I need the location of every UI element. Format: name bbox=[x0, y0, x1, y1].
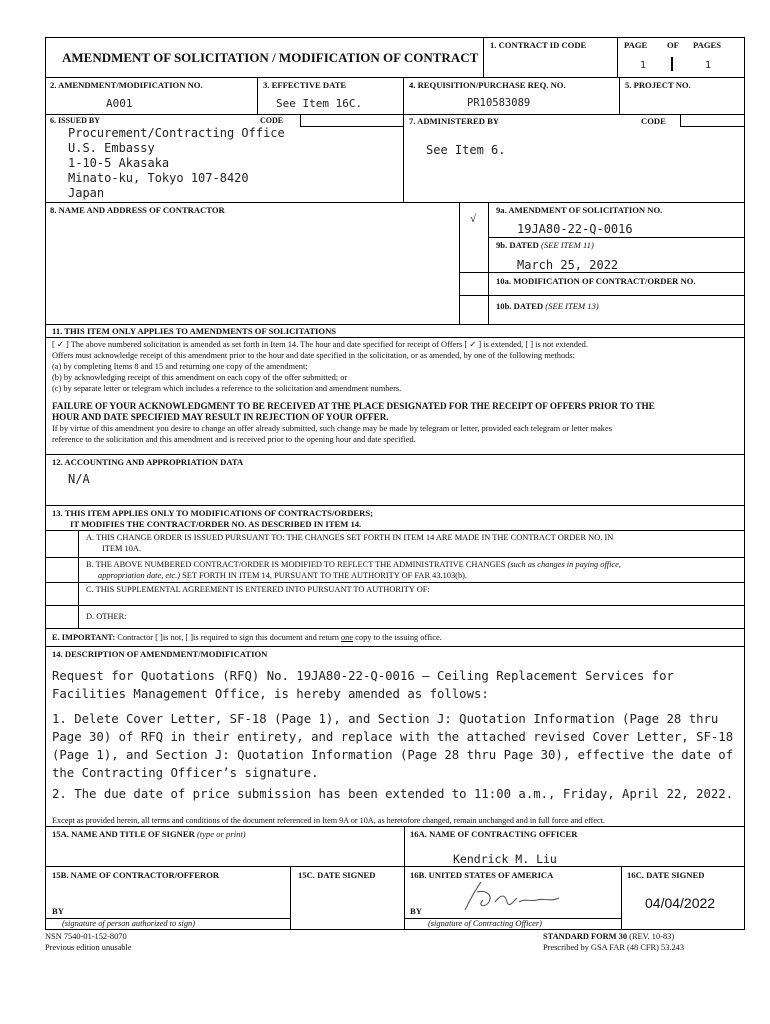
description-para-3: 2. The due date of price submission has been extended to 11:00 a.m., Friday, April 22, 2022. bbox=[52, 787, 734, 801]
form-revision: (REV. 10-83) bbox=[629, 932, 675, 941]
accounting-value: N/A bbox=[68, 472, 90, 486]
dated-label bbox=[496, 240, 594, 250]
administered-code-box bbox=[680, 114, 745, 127]
form-title: AMENDMENT OF SOLICITATION / MODIFICATION OF CONTRACT bbox=[62, 50, 479, 65]
accounting-label: 12. ACCOUNTING AND APPROPRIATION DATA bbox=[52, 457, 244, 467]
important-text: Contractor [ ]is not, [ ]is required to sign this document and return bbox=[117, 633, 339, 642]
signer-note bbox=[62, 918, 195, 929]
effective-date-label: 3. EFFECTIVE DATE bbox=[263, 80, 347, 90]
page-label: PAGE bbox=[624, 40, 648, 50]
issued-line: Minato-ku, Tokyo 107-8420 bbox=[68, 171, 249, 185]
item11-line: [ ✓ ] The above numbered solicitation is amended as set forth in Item 14. The hour and date specified for receipt of Offers [ ✓ ] is extended, [ ] is not extended. bbox=[52, 340, 588, 349]
contracting-officer-name: Kendrick M. Liu bbox=[453, 852, 557, 866]
signer-note-text: (signature of person authorized to sign) bbox=[62, 919, 195, 928]
contracting-officer-label: 16A. NAME OF CONTRACTING OFFICER bbox=[410, 829, 578, 839]
date-signed-value: 04/04/2022 bbox=[645, 895, 716, 911]
modification-dated-label bbox=[496, 301, 599, 311]
issued-line: 1-10-5 Akasaka bbox=[68, 156, 170, 170]
item11-line: If by virtue of this amendment you desire to change an offer already submitted, such change may be made by telegram or letter, provided each telegram or letter makes bbox=[52, 424, 612, 433]
description-label: 14. DESCRIPTION OF AMENDMENT/MODIFICATION bbox=[52, 649, 268, 659]
page-number: 1 bbox=[640, 60, 647, 71]
of-label: OF bbox=[667, 40, 679, 50]
form-number-bold: STANDARD FORM 30 bbox=[543, 932, 628, 941]
amendment-no-label: 2. AMENDMENT/MODIFICATION NO. bbox=[50, 80, 203, 90]
date-signed-15c-label: 15C. DATE SIGNED bbox=[298, 870, 376, 880]
issued-code-box bbox=[300, 114, 404, 127]
pages-label: PAGES bbox=[693, 40, 722, 50]
item13-a-line: ITEM 10A. bbox=[102, 544, 142, 553]
issued-code-label: CODE bbox=[260, 116, 284, 125]
failure-warning: HOUR AND DATE SPECIFIED MAY RESULT IN REJECTION OF YOUR OFFER. bbox=[52, 412, 389, 422]
description-para-2: 1. Delete Cover Letter, SF-18 (Page 1), and Section J: Quotation Information (Page 28 thru Page 30) of RFQ in their entirety, and replace with the attached revised Cover Letter, SF-18 (Page 1), and Section J: Quotation Information (Page 28 thru Page 30), effective the date of the Contracting Officer’s signature. bbox=[52, 712, 741, 780]
important-text: one bbox=[340, 633, 354, 642]
signer-name-note: (type or print) bbox=[196, 829, 246, 839]
contractor-label: 8. NAME AND ADDRESS OF CONTRACTOR bbox=[50, 205, 225, 215]
by-label-contractor: BY bbox=[52, 906, 64, 916]
amendment-solicitation-label: 9a. AMENDMENT OF SOLICITATION NO. bbox=[496, 205, 663, 215]
important-text: copy to the issuing office. bbox=[355, 633, 442, 642]
nsn-number: NSN 7540-01-152-8070 bbox=[45, 932, 127, 941]
dated-note: (SEE ITEM 11) bbox=[540, 240, 594, 250]
item13-b-line: SET FORTH IN ITEM 14, PURSUANT TO THE AUTHORITY OF FAR 43.103(b). bbox=[182, 571, 468, 580]
item11-text bbox=[52, 339, 742, 445]
contract-id-label: 1. CONTRACT ID CODE bbox=[490, 40, 587, 50]
item11-line: Offers must acknowledge receipt of this amendment prior to the hour and date specified in the solicitation, or as amended, by one of the following methods: bbox=[52, 351, 575, 360]
item13-b bbox=[86, 559, 621, 581]
signer-name-text: 15A. NAME AND TITLE OF SIGNER bbox=[52, 829, 195, 839]
previous-edition-note: Previous edition unusable bbox=[45, 943, 132, 952]
description-para-1: Request for Quotations (RFQ) No. 19JA80-22-Q-0016 – Ceiling Replacement Services for Facilities Management Office, is hereby amended as follows: bbox=[52, 669, 682, 701]
item11-heading: 11. THIS ITEM ONLY APPLIES TO AMENDMENTS OF SOLICITATIONS bbox=[52, 326, 337, 336]
modification-dated-note: (SEE ITEM 13) bbox=[545, 301, 599, 311]
administered-by-label: 7. ADMINISTERED BY bbox=[409, 116, 500, 126]
signer-name-label bbox=[52, 829, 246, 839]
important-line bbox=[52, 632, 442, 643]
requisition-label: 4. REQUISITION/PURCHASE REQ. NO. bbox=[409, 80, 566, 90]
except-text: Except as provided herein, all terms and conditions of the document referenced in Item 9A or 10A, as heretofore changed, remain unchanged and in full force and effect. bbox=[52, 816, 605, 825]
dated-label-text: 9b. DATED bbox=[496, 240, 539, 250]
item13-b-line: B. THE ABOVE NUMBERED CONTRACT/ORDER IS MODIFIED TO REFLECT THE ADMINISTRATIVE CHANGES bbox=[86, 560, 506, 569]
amendment-check-mark: √ bbox=[470, 213, 477, 225]
issued-line: Japan bbox=[68, 186, 105, 200]
prescribed-by: Prescribed by GSA FAR (48 CFR) 53.243 bbox=[543, 943, 685, 952]
item13-d: D. OTHER: bbox=[86, 612, 127, 621]
effective-date-value: See Item 16C. bbox=[276, 97, 363, 110]
form-number bbox=[543, 931, 674, 942]
date-signed-16c-label: 16C. DATE SIGNED bbox=[627, 870, 705, 880]
officer-note-text: (signature of Contracting Officer) bbox=[428, 919, 542, 928]
item11-line: (c) by separate letter or telegram which includes a reference to the solicitation and amendment numbers. bbox=[52, 384, 402, 393]
issued-line: U.S. Embassy bbox=[68, 141, 155, 155]
important-label: E. IMPORTANT: bbox=[52, 633, 116, 642]
item11-line: (b) by acknowledging receipt of this amendment on each copy of the offer submitted; or bbox=[52, 373, 348, 382]
item13-a-line: A. THIS CHANGE ORDER IS ISSUED PURSUANT TO: THE CHANGES SET FORTH IN ITEM 14 ARE MADE IN THE CONTRACT ORDER NO. IN bbox=[86, 533, 614, 542]
officer-signature bbox=[455, 872, 565, 920]
item13-c: C. THIS SUPPLEMENTAL AGREEMENT IS ENTERED INTO PURSUANT TO AUTHORITY OF: bbox=[86, 585, 430, 594]
dated-value: March 25, 2022 bbox=[517, 258, 619, 272]
item13-a bbox=[86, 532, 613, 554]
item13-b-italic: appropriation date, etc.) bbox=[98, 571, 181, 580]
contractor-offeror-label: 15B. NAME OF CONTRACTOR/OFFEROR bbox=[52, 870, 220, 880]
administered-by-value: See Item 6. bbox=[426, 143, 506, 157]
failure-warning: FAILURE OF YOUR ACKNOWLEDGMENT TO BE RECEIVED AT THE PLACE DESIGNATED FOR THE RECEIPT OF OFFERS PRIOR TO THE bbox=[52, 401, 655, 411]
usa-label: 16B. UNITED STATES OF AMERICA bbox=[410, 870, 554, 880]
modification-label: 10a. MODIFICATION OF CONTRACT/ORDER NO. bbox=[496, 276, 696, 286]
issued-line: Procurement/Contracting Office bbox=[68, 126, 285, 140]
item13-heading: IT MODIFIES THE CONTRACT/ORDER NO. AS DESCRIBED IN ITEM 14. bbox=[70, 519, 362, 529]
issued-by-label: 6. ISSUED BY bbox=[50, 116, 101, 125]
by-label-officer: BY bbox=[410, 906, 422, 916]
item11-line: (a) by completing Items 8 and 15 and returning one copy of the amendment; bbox=[52, 362, 308, 371]
administered-code-label: CODE bbox=[641, 116, 666, 126]
amendment-solicitation-value: 19JA80-22-Q-0016 bbox=[517, 222, 633, 236]
modification-dated-text: 10b. DATED bbox=[496, 301, 544, 311]
item13-heading: 13. THIS ITEM APPLIES ONLY TO MODIFICATIONS OF CONTRACTS/ORDERS; bbox=[52, 508, 373, 518]
project-no-label: 5. PROJECT NO. bbox=[625, 80, 691, 90]
item13-b-italic: (such as changes in paying office, bbox=[507, 560, 621, 569]
item11-line: reference to the solicitation and this amendment and is received prior to the opening hour and date specified. bbox=[52, 435, 416, 444]
requisition-value: PR10583089 bbox=[467, 97, 531, 109]
pages-count: 1 bbox=[705, 60, 712, 71]
amendment-no-value: A001 bbox=[106, 97, 133, 110]
issued-by-address bbox=[68, 126, 285, 201]
